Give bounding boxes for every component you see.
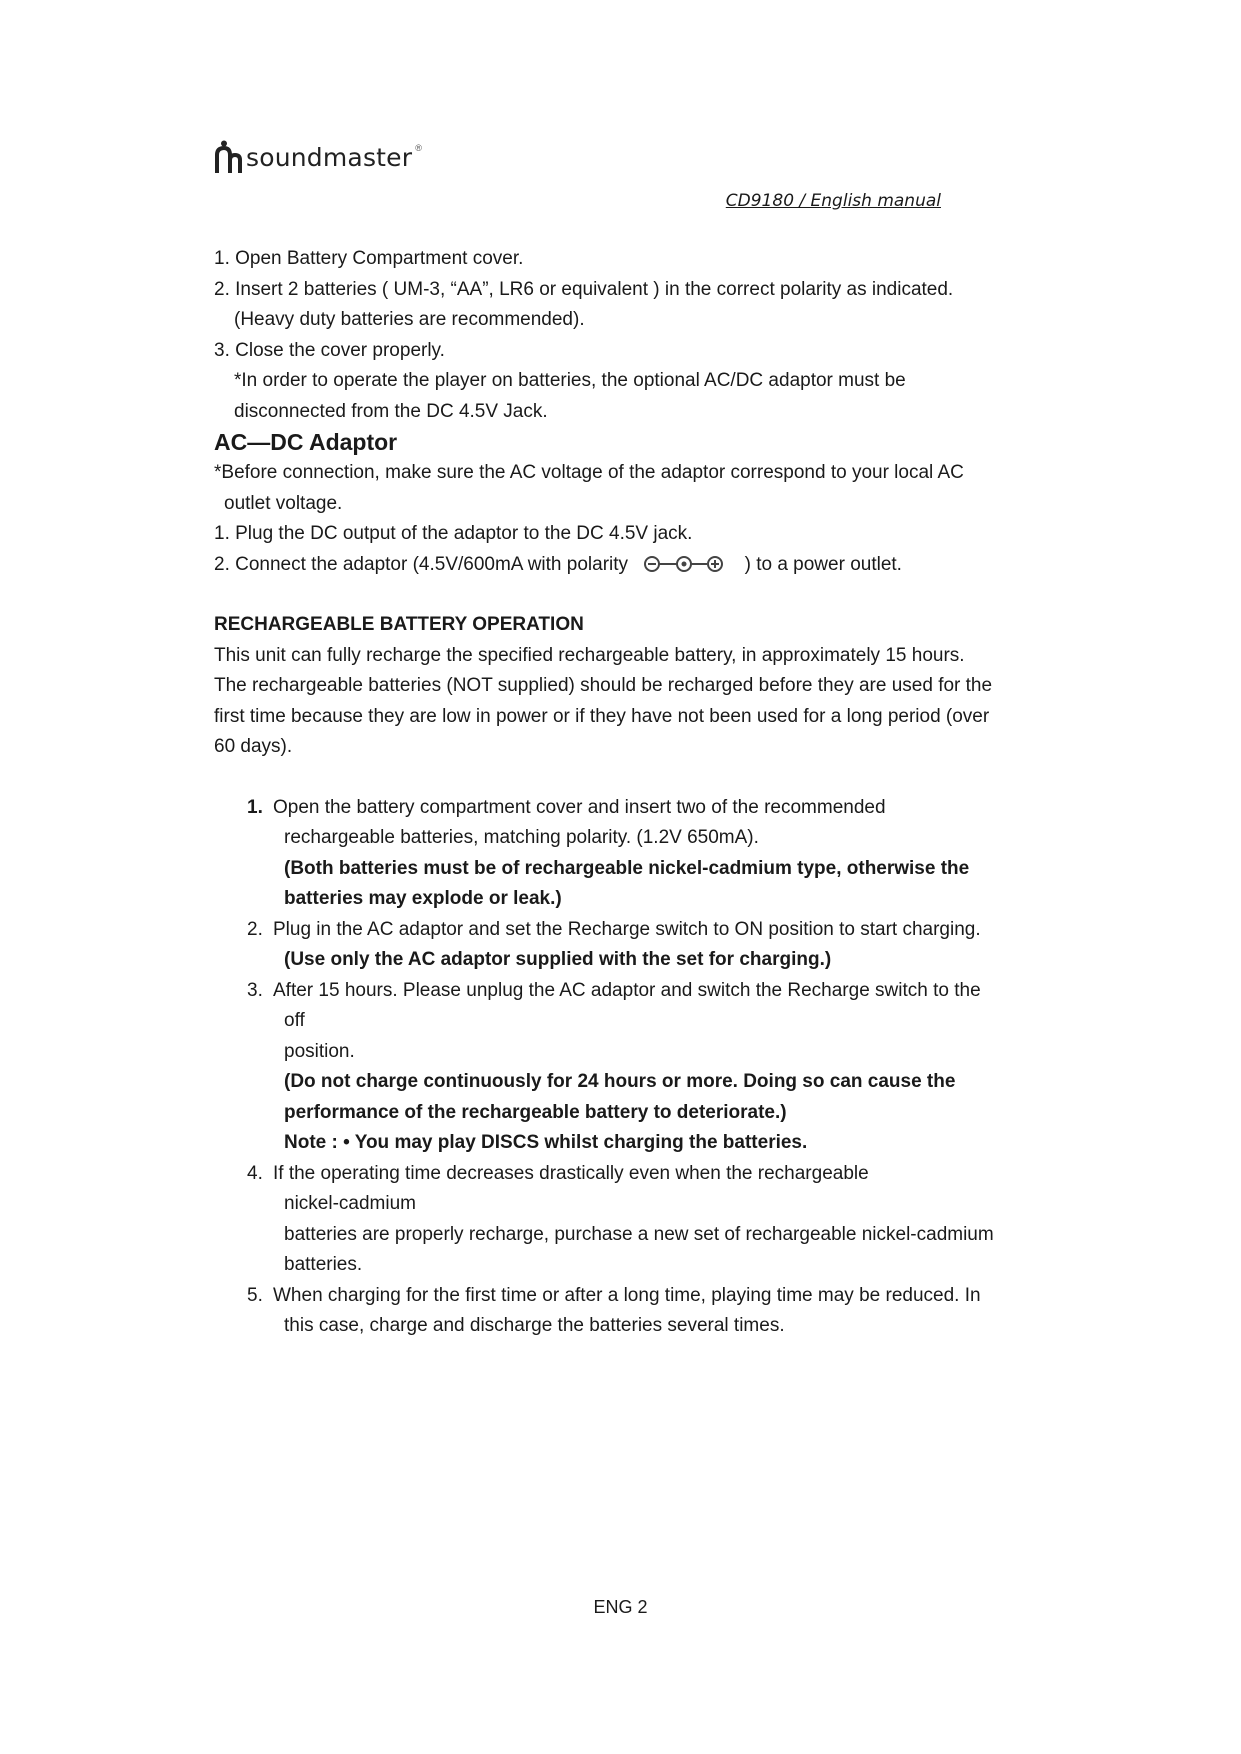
recharge-step-1-warning-1: (Both batteries must be of rechargeable nickel-cadmium type, otherwise the bbox=[284, 857, 970, 879]
adaptor-step-2-suffix: ) to a power outlet. bbox=[744, 553, 902, 575]
adaptor-step-2-text: 2. Connect the adaptor (4.5V/600mA with polarity bbox=[214, 553, 629, 575]
recharge-step-5 bbox=[214, 1281, 1034, 1312]
page-content bbox=[214, 244, 1034, 1342]
battery-step-1: 1. Open Battery Compartment cover. bbox=[214, 248, 524, 269]
step-number: 4. bbox=[247, 1162, 263, 1184]
adaptor-note-line-1: *Before connection, make sure the AC voltage of the adaptor correspond to your local AC bbox=[214, 462, 964, 483]
step-text: Open the battery compartment cover and insert two of the recommended bbox=[273, 796, 886, 818]
step-number: 3. bbox=[247, 979, 263, 1001]
recharge-intro-line-3: first time because they are low in power or if they have not been used for a long period (over bbox=[214, 705, 990, 727]
recharge-step-5-cont: this case, charge and discharge the batteries several times. bbox=[284, 1315, 785, 1336]
step-text: If the operating time decreases drastically even when the rechargeable bbox=[273, 1162, 869, 1184]
step-text: Plug in the AC adaptor and set the Recharge switch to ON position to start charging. bbox=[273, 918, 981, 940]
recharge-step-2 bbox=[214, 915, 1034, 946]
recharge-step-3-cont-1: off bbox=[284, 1010, 305, 1031]
recharge-step-1-cont: rechargeable batteries, matching polarity. (1.2V 650mA). bbox=[284, 827, 759, 848]
recharge-step-3-warning-1: (Do not charge continuously for 24 hours or more. Doing so can cause the bbox=[284, 1071, 956, 1092]
recharge-step-3-note: Note : • You may play DISCS whilst charging the batteries. bbox=[284, 1132, 808, 1153]
recharge-step-4 bbox=[214, 1159, 1034, 1190]
step-text: After 15 hours. Please unplug the AC adaptor and switch the Recharge switch to the bbox=[273, 979, 981, 1001]
recharge-step-2-warning: (Use only the AC adaptor supplied with the set for charging.) bbox=[284, 949, 832, 970]
recharge-step-4-cont-2: batteries are properly recharge, purchase a new set of rechargeable nickel-cadmium bbox=[284, 1223, 994, 1245]
step-number: 5. bbox=[247, 1284, 263, 1306]
adaptor-step-1: 1. Plug the DC output of the adaptor to the DC 4.5V jack. bbox=[214, 523, 693, 544]
recharge-heading: RECHARGEABLE BATTERY OPERATION bbox=[214, 614, 584, 635]
recharge-step-4-cont-1: nickel-cadmium bbox=[284, 1193, 416, 1214]
brand-logo bbox=[214, 140, 422, 174]
adaptor-note-line-2: outlet voltage. bbox=[224, 492, 343, 514]
battery-warning-line-2: disconnected from the DC 4.5V Jack. bbox=[234, 400, 548, 422]
battery-warning-line-1: *In order to operate the player on batteries, the optional AC/DC adaptor must be bbox=[234, 370, 906, 391]
manual-reference: CD9180 / English manual bbox=[725, 191, 941, 211]
soundmaster-logo-icon bbox=[214, 140, 242, 174]
registered-mark-icon: ® bbox=[415, 143, 422, 153]
battery-step-3: 3. Close the cover properly. bbox=[214, 339, 445, 361]
recharge-intro-line-4: 60 days). bbox=[214, 736, 293, 757]
recharge-step-1-warning-2: batteries may explode or leak.) bbox=[284, 888, 562, 909]
battery-step-2-note: (Heavy duty batteries are recommended). bbox=[234, 309, 585, 330]
recharge-step-3-cont-2: position. bbox=[284, 1040, 355, 1062]
polarity-symbol-icon bbox=[643, 554, 725, 574]
page-number: ENG 2 bbox=[593, 1597, 648, 1617]
recharge-step-1 bbox=[214, 793, 1034, 824]
recharge-intro-line-2: The rechargeable batteries (NOT supplied) should be recharged before they are used for the bbox=[214, 675, 993, 696]
recharge-step-3-warning-2: performance of the rechargeable battery to deteriorate.) bbox=[284, 1101, 787, 1123]
step-number: 1. bbox=[247, 796, 263, 818]
recharge-step-4-cont-3: batteries. bbox=[284, 1254, 363, 1275]
brand-name: soundmaster bbox=[246, 142, 413, 172]
recharge-intro-line-1: This unit can fully recharge the specified rechargeable battery, in approximately 15 hours. bbox=[214, 644, 965, 666]
adaptor-heading: AC—DC Adaptor bbox=[214, 429, 398, 455]
recharge-step-3 bbox=[214, 976, 1034, 1007]
step-number: 2. bbox=[247, 918, 263, 940]
adaptor-step-2 bbox=[214, 550, 1034, 581]
battery-step-2: 2. Insert 2 batteries ( UM-3, “AA”, LR6 or equivalent ) in the correct polarity as indicated. bbox=[214, 278, 954, 300]
step-text: When charging for the first time or after a long time, playing time may be reduced. In bbox=[273, 1284, 981, 1306]
